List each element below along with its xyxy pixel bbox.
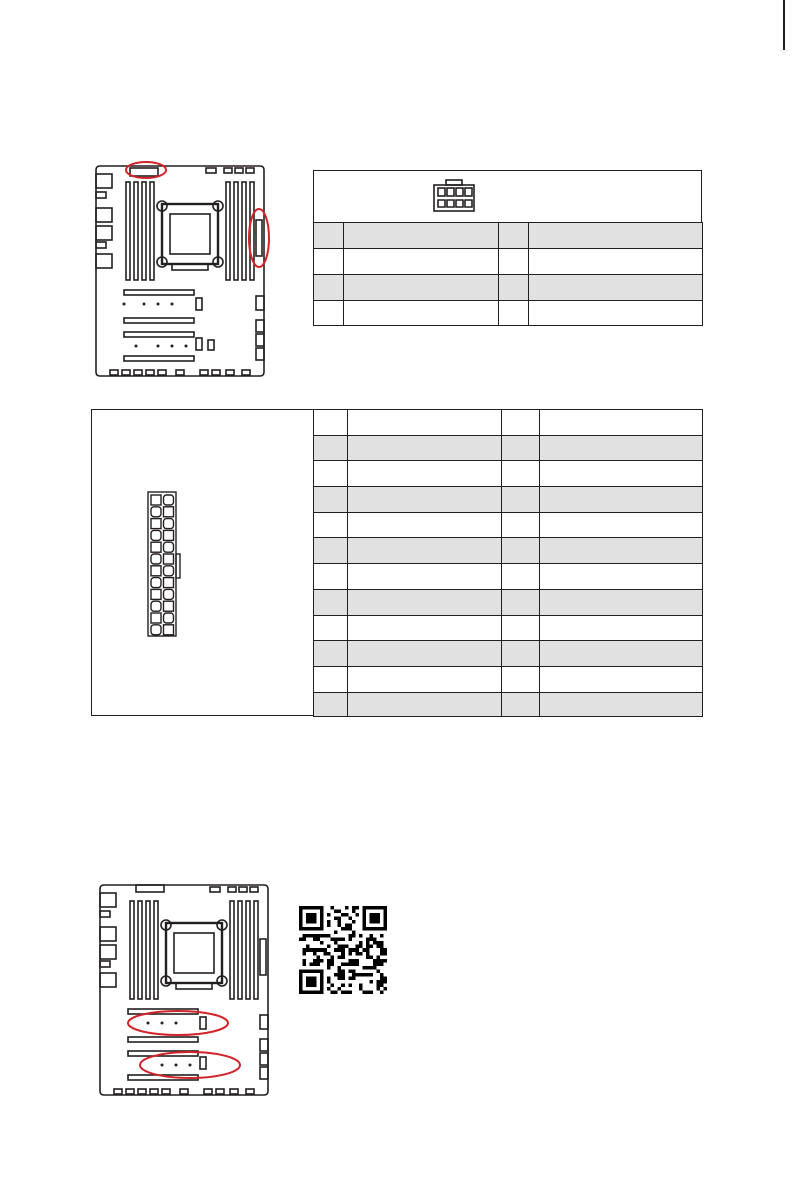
pin-number	[502, 410, 540, 436]
pin-number	[499, 249, 529, 275]
pin-number	[314, 461, 348, 487]
motherboard-diagram-top	[82, 156, 272, 382]
pin-number	[502, 538, 540, 564]
pin-signal	[529, 301, 703, 326]
motherboard-diagram-bottom	[86, 875, 276, 1103]
pin-number	[502, 435, 540, 461]
pin-signal	[348, 564, 502, 590]
pin-number	[499, 275, 529, 301]
pin-signal	[540, 564, 703, 590]
pin-signal	[348, 538, 502, 564]
pin-signal	[348, 615, 502, 641]
pin-signal	[529, 249, 703, 275]
pin-signal	[529, 275, 703, 301]
pin-signal	[540, 589, 703, 615]
eps-pin-table	[313, 222, 703, 326]
pin-signal	[540, 615, 703, 641]
table-row	[314, 487, 703, 513]
pin-signal	[344, 301, 499, 326]
table-row	[314, 666, 703, 692]
pin-number	[499, 223, 529, 249]
pin-number	[314, 301, 344, 326]
pin-number	[499, 301, 529, 326]
pin-signal	[540, 487, 703, 513]
pin-number	[314, 435, 348, 461]
table-row	[314, 564, 703, 590]
table-row	[314, 615, 703, 641]
table-row	[314, 301, 703, 326]
pin-signal	[540, 512, 703, 538]
pin-number	[314, 666, 348, 692]
pin-signal	[344, 275, 499, 301]
pin-signal	[529, 223, 703, 249]
table-row	[314, 275, 703, 301]
table-row	[314, 641, 703, 667]
pin-number	[502, 589, 540, 615]
pin-signal	[348, 512, 502, 538]
table-row	[314, 461, 703, 487]
atx-connector-panel	[91, 409, 314, 716]
page-edge-rule	[783, 0, 785, 50]
pin-signal	[348, 641, 502, 667]
pin-signal	[348, 435, 502, 461]
atx-24pin-connector-icon	[146, 490, 186, 638]
pin-number	[502, 692, 540, 716]
pin-signal	[344, 249, 499, 275]
pin-signal	[344, 223, 499, 249]
pin-number	[314, 538, 348, 564]
table-row	[314, 538, 703, 564]
pin-signal	[348, 461, 502, 487]
pin-number	[502, 615, 540, 641]
pin-number	[314, 223, 344, 249]
atx-pin-table	[313, 409, 703, 717]
table-row	[314, 512, 703, 538]
pin-number	[502, 512, 540, 538]
pin-number	[314, 589, 348, 615]
pin-number	[502, 461, 540, 487]
pin-signal	[540, 666, 703, 692]
table-row	[314, 589, 703, 615]
pin-number	[314, 249, 344, 275]
pin-number	[502, 666, 540, 692]
eps-8pin-connector-icon	[430, 179, 478, 213]
table-row	[314, 410, 703, 436]
pin-number	[314, 564, 348, 590]
pin-number	[502, 641, 540, 667]
table-row	[314, 223, 703, 249]
pin-number	[314, 692, 348, 716]
pin-number	[314, 512, 348, 538]
pin-number	[502, 487, 540, 513]
pin-number	[314, 410, 348, 436]
pin-signal	[348, 410, 502, 436]
pin-signal	[348, 692, 502, 716]
pin-signal	[348, 589, 502, 615]
pin-signal	[540, 410, 703, 436]
qr-code-icon	[299, 906, 387, 994]
pin-number	[314, 275, 344, 301]
pin-signal	[540, 435, 703, 461]
pin-signal	[348, 666, 502, 692]
pin-signal	[540, 461, 703, 487]
pin-number	[314, 487, 348, 513]
pin-number	[314, 641, 348, 667]
pin-signal	[540, 538, 703, 564]
table-row	[314, 692, 703, 716]
pin-number	[314, 615, 348, 641]
table-row	[314, 435, 703, 461]
pin-signal	[540, 641, 703, 667]
pin-signal	[348, 487, 502, 513]
table-row	[314, 249, 703, 275]
eps-connector-panel	[313, 170, 702, 222]
pin-number	[502, 564, 540, 590]
pin-signal	[540, 692, 703, 716]
